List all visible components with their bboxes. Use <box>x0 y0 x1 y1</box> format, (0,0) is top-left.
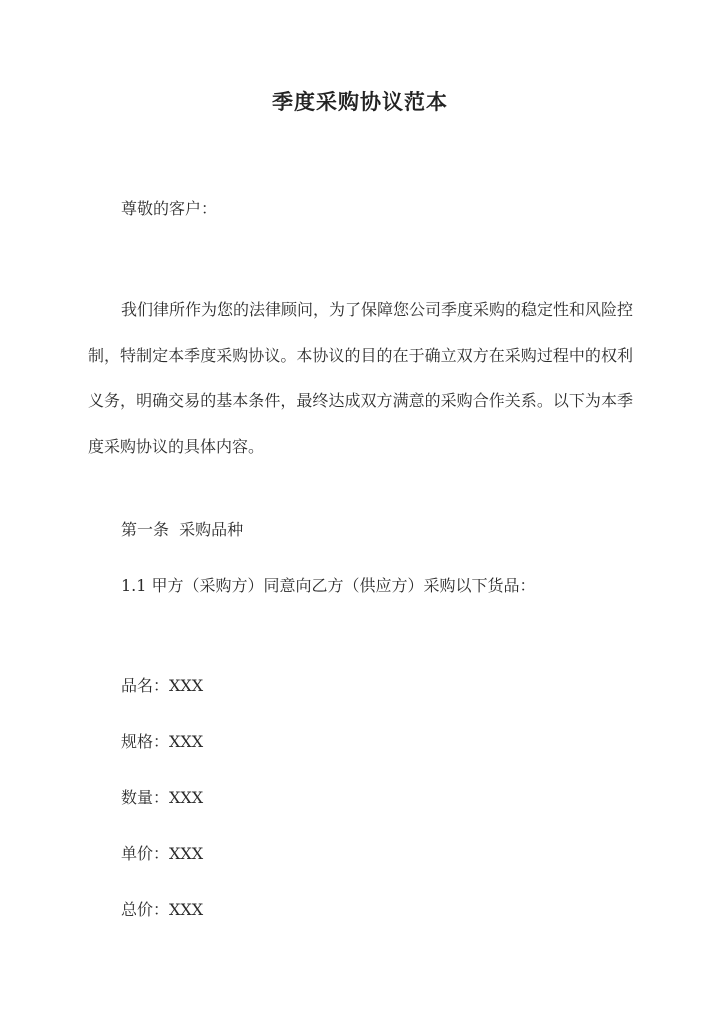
item-value: XXX <box>169 788 204 807</box>
item-name-row <box>121 673 203 696</box>
item-label: 总价： <box>121 900 170 919</box>
item-value: XXX <box>169 844 204 863</box>
item-label: 单价： <box>121 844 170 863</box>
item-value: XXX <box>169 900 204 919</box>
item-value: XXX <box>169 732 204 751</box>
item-value: XXX <box>169 676 204 695</box>
item-label: 规格： <box>121 732 170 751</box>
item-unit-price-row <box>121 841 203 864</box>
intro-paragraph: 我们律所作为您的法律顾问，为了保障您公司季度采购的稳定性和风险控制，特制定本季度采购协议。本协议的目的在于确立双方在采购过程中的权利义务，明确交易的基本条件，最终达成双方满意的采购合作关系。以下为本季度采购协议的具体内容。 <box>88 300 634 456</box>
item-spec-row <box>121 729 203 752</box>
item-total-price-row <box>121 897 203 920</box>
clause-1-1: 1.1 甲方（采购方）同意向乙方（供应方）采购以下货品： <box>121 576 536 595</box>
salutation: 尊敬的客户： <box>121 199 218 218</box>
item-label: 品名： <box>121 676 170 695</box>
article-heading: 第一条 采购品种 <box>121 520 244 539</box>
item-label: 数量： <box>121 788 170 807</box>
document-title: 季度采购协议范本 <box>272 89 448 114</box>
item-quantity-row <box>121 785 203 808</box>
